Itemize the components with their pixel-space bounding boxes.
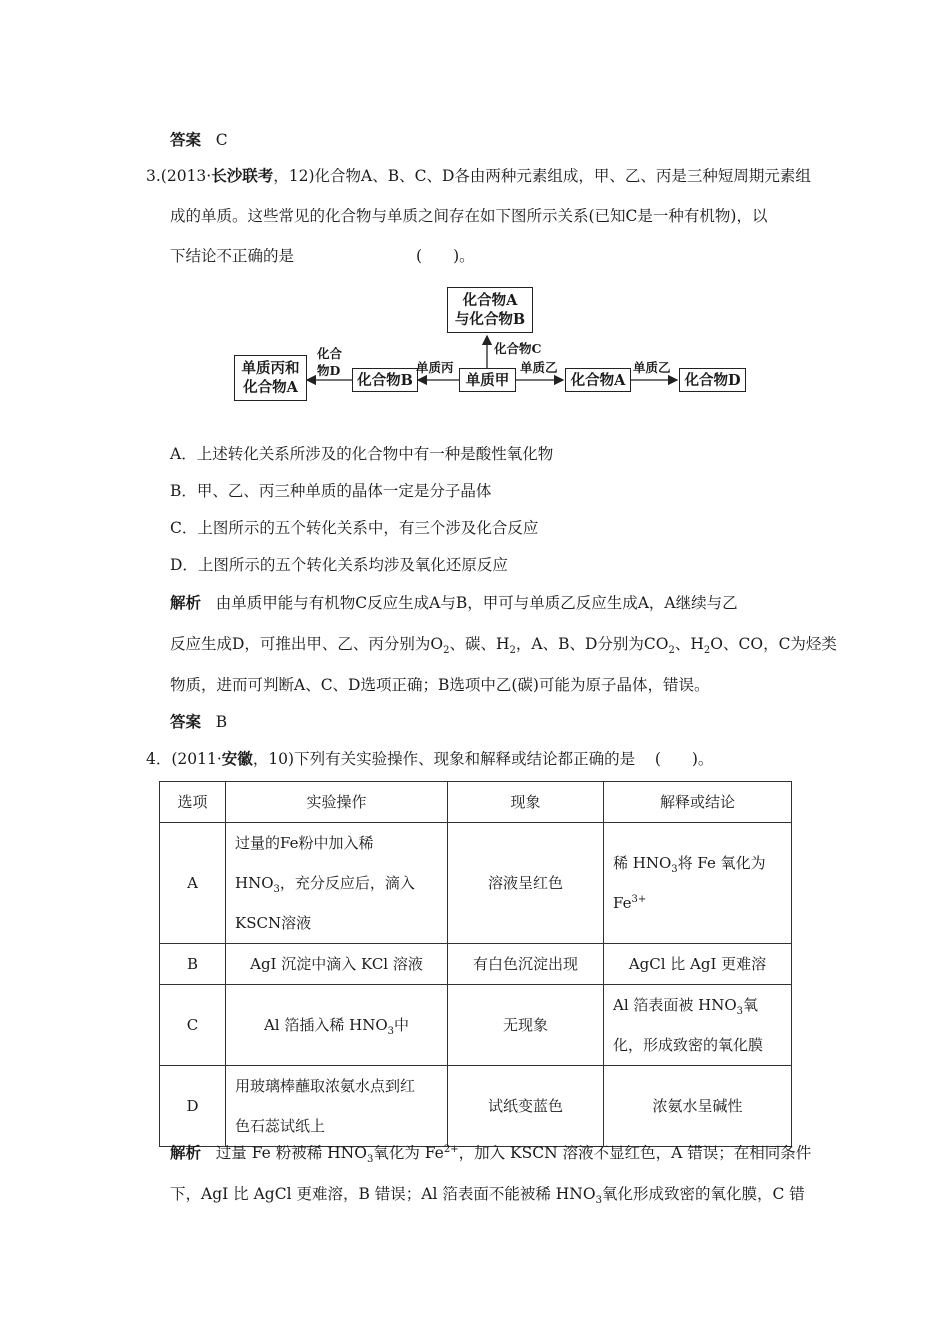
question-text: 下列有关实验操作、现象和解释或结论都正确的是 — [294, 750, 636, 768]
answer-blank: ( )。 — [654, 750, 714, 768]
label-compound-c: 化合物C — [494, 341, 542, 356]
cell-operation: AgI 沉淀中滴入 KCl 溶液 — [226, 944, 448, 985]
cell-option: C — [160, 985, 226, 1066]
table-row — [160, 823, 792, 944]
question-number: 3. — [146, 167, 161, 185]
answer-blank: ( )。 — [416, 247, 475, 265]
option-c: C．上图所示的五个转化关系中，有三个涉及化合反应 — [170, 519, 539, 537]
cell-conclusion: AgCl 比 AgI 更难溶 — [604, 944, 792, 985]
header-conclusion: 解释或结论 — [604, 782, 792, 823]
cell-phenomenon: 试纸变蓝色 — [448, 1066, 604, 1147]
answer-label: 答案 — [170, 712, 202, 731]
analysis-3-line-2: 反应生成D，可推出甲、乙、丙分别为$O_2$、碳、$H_2$，A、B、D分别为$CO_2$、$H_2O$、CO，C为烃类 — [170, 635, 837, 657]
header-operation: 实验操作 — [226, 782, 448, 823]
answer-line-q3 — [170, 710, 227, 732]
table-row — [160, 1066, 792, 1147]
question-number: 4． — [146, 750, 172, 768]
analysis-label: 解析 — [170, 593, 202, 612]
label-element-yi-2: 单质乙 — [633, 360, 671, 375]
analysis-4-line-2: 下，AgI 比 AgCl 更难溶，B 错误；Al 箔表面不能被稀 $HNO_3$氧化形成致密的氧化膜，C 错 — [170, 1185, 805, 1207]
answer-value: B — [215, 713, 228, 731]
cell-operation: Al 箔插入稀 $HNO_3$中 — [226, 985, 448, 1066]
answer-label: 答案 — [170, 130, 202, 149]
cell-option: A — [160, 823, 226, 944]
experiment-table — [159, 781, 792, 1147]
question-4: 4．(2011·安徽，10)下列有关实验操作、现象和解释或结论都正确的是 ( )。 — [146, 749, 714, 768]
box-compound-d: 化合物D — [679, 368, 746, 392]
cell-conclusion: 浓氨水呈碱性 — [604, 1066, 792, 1147]
table-row — [160, 944, 792, 985]
label-compound-d-1: 化合 — [317, 346, 343, 361]
label-element-yi-1: 单质乙 — [520, 360, 558, 375]
label-compound-d-2: 物D — [317, 363, 341, 378]
cell-option: D — [160, 1066, 226, 1147]
box-element-jia: 单质甲 — [459, 368, 516, 392]
cell-option: B — [160, 944, 226, 985]
diagram-arrows — [0, 0, 950, 420]
option-a: A．上述转化关系所涉及的化合物中有一种是酸性氧化物 — [170, 445, 554, 463]
header-phenomenon: 现象 — [448, 782, 604, 823]
label-element-bing: 单质丙 — [416, 360, 454, 375]
question-3-line-2: 成的单质。这些常见的化合物与单质之间存在如下图所示关系(已知C是一种有机物)，以 — [170, 207, 768, 225]
cell-operation: 用玻璃棒蘸取浓氨水点到红 色石蕊试纸上 — [226, 1066, 448, 1147]
analysis-3-line-3: 物质，进而可判断A、C、D选项正确；B选项中乙(碳)可能为原子晶体，错误。 — [170, 676, 710, 694]
option-d: D．上图所示的五个转化关系均涉及氧化还原反应 — [170, 556, 508, 574]
question-text: 下结论不正确的是 — [170, 247, 295, 265]
header-option: 选项 — [160, 782, 226, 823]
question-source-close: ，12) — [273, 167, 315, 185]
question-source-place: 长沙联考 — [211, 166, 274, 185]
table-row — [160, 985, 792, 1066]
answer-value: C — [215, 131, 228, 149]
question-source: (2013· — [160, 167, 212, 185]
reaction-diagram — [0, 0, 950, 420]
question-text: 化合物A、B、C、D各由两种元素组成，甲、乙、丙是三种短周期元素组 — [314, 167, 811, 185]
cell-operation: 过量的Fe粉中加入稀 $HNO_3$，充分反应后，滴入 KSCN溶液 — [226, 823, 448, 944]
analysis-3-line-1: 解析 由单质甲能与有机物C反应生成A与B，甲可与单质乙反应生成A，A继续与乙 — [170, 593, 738, 612]
cell-conclusion: 稀 $HNO_3$将 Fe 氧化为 $Fe^{3+}$ — [604, 823, 792, 944]
box-compound-b: 化合物B — [352, 368, 418, 392]
cell-phenomenon: 有白色沉淀出现 — [448, 944, 604, 985]
cell-conclusion: Al 箔表面被 $HNO_3$氧 化，形成致密的氧化膜 — [604, 985, 792, 1066]
box-compound-a-and-b: 化合物A 与化合物B — [447, 287, 533, 333]
table-header-row — [160, 782, 792, 823]
cell-phenomenon: 无现象 — [448, 985, 604, 1066]
cell-phenomenon: 溶液呈红色 — [448, 823, 604, 944]
box-element-bing-and-compound-a: 单质丙和 化合物A — [234, 355, 307, 401]
analysis-label: 解析 — [170, 1143, 202, 1162]
box-compound-a: 化合物A — [565, 368, 631, 392]
option-b: B．甲、乙、丙三种单质的晶体一定是分子晶体 — [170, 482, 492, 500]
analysis-4-line-1: 解析 过量 Fe 粉被稀 $HNO_3$氧化为 $Fe^{2+}$，加入 KSCN 溶液不显红色，A 错误；在相同条件 — [170, 1143, 812, 1166]
